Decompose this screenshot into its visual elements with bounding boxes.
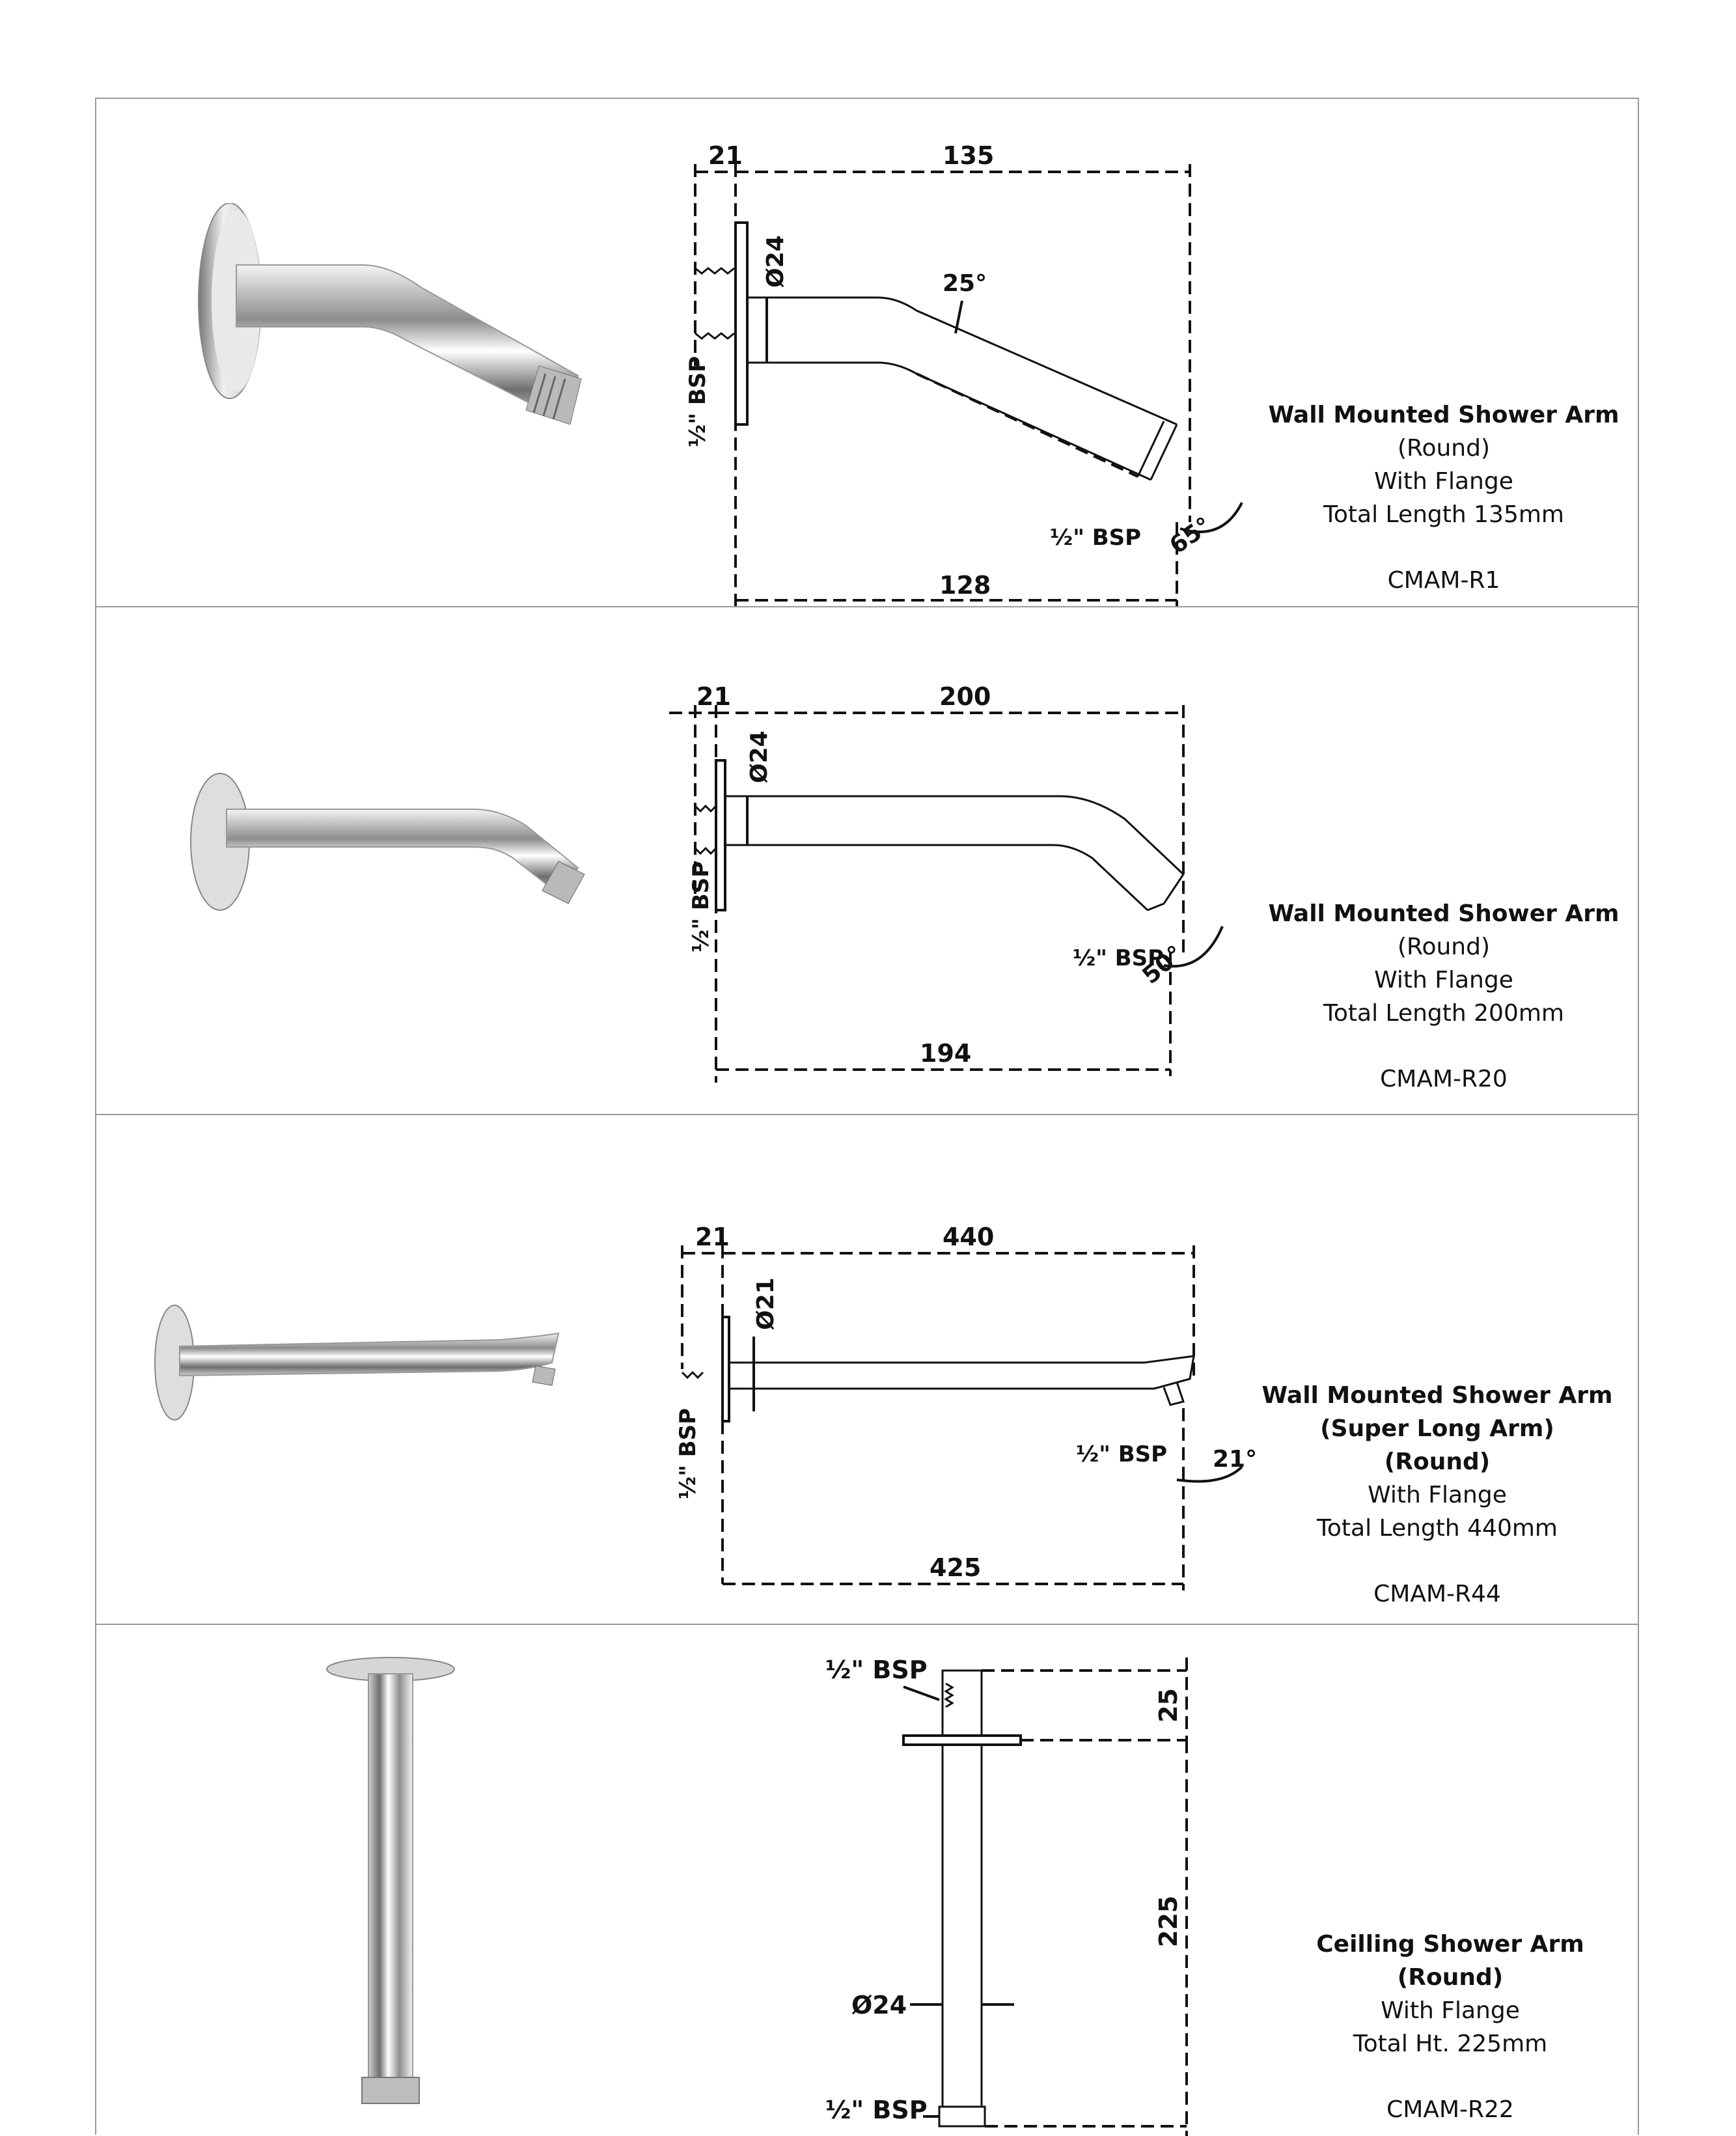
dim-diameter: Ø24 (746, 730, 773, 783)
pipe-bottom-edge (747, 363, 1151, 480)
shower-arm-photo (318, 1651, 474, 2120)
pipe-thread (1138, 421, 1177, 480)
break-line (695, 806, 716, 811)
product-panel-cmam-r44 (95, 1114, 1639, 1625)
product-code: CMAM-R44 (1373, 1581, 1501, 1607)
pipe-top-edge (747, 298, 1177, 424)
dim-total: 135 (943, 141, 995, 170)
product-line: Total Length 440mm (1317, 1515, 1558, 1542)
product-info (1255, 1379, 1619, 1611)
flange-outline (736, 223, 747, 424)
product-line: With Flange (1381, 1997, 1520, 2024)
technical-drawing (812, 1638, 1216, 2136)
shower-arm-photo (174, 770, 643, 933)
product-code: CMAM-R22 (1386, 2096, 1514, 2123)
break-line (682, 1372, 703, 1378)
dim-diameter: Ø21 (752, 1277, 779, 1330)
pipe-bottom-edge (725, 845, 1148, 910)
product-panel-cmam-r22 (95, 1624, 1639, 2135)
dim-bottom: 194 (920, 1039, 972, 1068)
dim-bottom: 425 (930, 1553, 982, 1582)
angle-tip: 50° (1137, 940, 1189, 990)
dim-flange: 21 (696, 682, 731, 711)
dim-total: 200 (939, 682, 991, 711)
product-code: CMAM-R20 (1380, 1066, 1508, 1092)
dim-bottom: 128 (939, 571, 991, 600)
bsp-label-bottom: ½" BSP (825, 2096, 928, 2124)
bsp-label-left: ½" BSP (675, 1408, 701, 1499)
product-line: (Super Long Arm) (1320, 1415, 1554, 1442)
product-code: CMAM-R1 (1387, 567, 1500, 594)
bottom-thread (939, 2107, 985, 2126)
pipe-thread (1148, 874, 1183, 910)
shower-arm-photo (174, 203, 630, 477)
product-panel-cmam-r1 (95, 98, 1639, 607)
dim-total: 440 (943, 1223, 995, 1251)
product-info (1268, 1928, 1633, 2126)
break-line (946, 1684, 952, 1707)
product-line: With Flange (1374, 967, 1513, 993)
pipe-outline (729, 1356, 1194, 1389)
bsp-label-left: ½" BSP (688, 861, 714, 952)
angle-tip: 65° (1164, 512, 1217, 560)
product-line: Total Length 200mm (1323, 1000, 1564, 1027)
leader-line (903, 1687, 939, 1700)
break-line (695, 333, 734, 339)
dim-flange: 21 (708, 141, 743, 170)
break-line (695, 268, 734, 273)
flange-outline (723, 1317, 729, 1421)
bsp-label-left: ½" BSP (685, 355, 711, 447)
product-line: With Flange (1374, 468, 1513, 495)
dim-diameter: Ø24 (762, 235, 789, 288)
product-line: (Round) (1384, 1449, 1491, 1475)
bsp-label-tip: ½" BSP (1050, 525, 1142, 551)
flange-outline (903, 1736, 1021, 1745)
dim-height: 225 (1154, 1895, 1183, 1947)
dim-diameter: Ø24 (851, 1991, 907, 2019)
shower-arm-photo (148, 1304, 604, 1434)
bsp-label-top: ½" BSP (825, 1656, 928, 1684)
product-info (1261, 897, 1626, 1096)
product-line: (Round) (1398, 435, 1490, 462)
product-line: (Round) (1397, 1964, 1504, 1991)
dim-top: 25 (1154, 1688, 1183, 1723)
product-name: Ceilling Shower Arm (1316, 1931, 1584, 1958)
product-name: Wall Mounted Shower Arm (1268, 402, 1619, 428)
bsp-label-tip: ½" BSP (1073, 945, 1164, 971)
product-line: (Round) (1398, 934, 1490, 960)
product-line: Total Ht. 225mm (1353, 2031, 1548, 2057)
product-panel-cmam-r20 (95, 606, 1639, 1115)
pipe-top-edge (725, 796, 1183, 874)
flange-outline (716, 760, 725, 910)
dim-flange: 21 (695, 1223, 730, 1251)
top-thread (943, 1671, 982, 1736)
product-line: Total Length 135mm (1323, 501, 1564, 528)
product-info (1261, 398, 1626, 597)
angle-tip: 21° (1213, 1446, 1258, 1473)
product-line: With Flange (1368, 1482, 1507, 1508)
bsp-label-tip: ½" BSP (1076, 1441, 1168, 1467)
product-name: Wall Mounted Shower Arm (1268, 900, 1619, 927)
product-name: Wall Mounted Shower Arm (1261, 1382, 1613, 1409)
break-line (695, 848, 716, 853)
angle-top: 25° (943, 270, 987, 297)
